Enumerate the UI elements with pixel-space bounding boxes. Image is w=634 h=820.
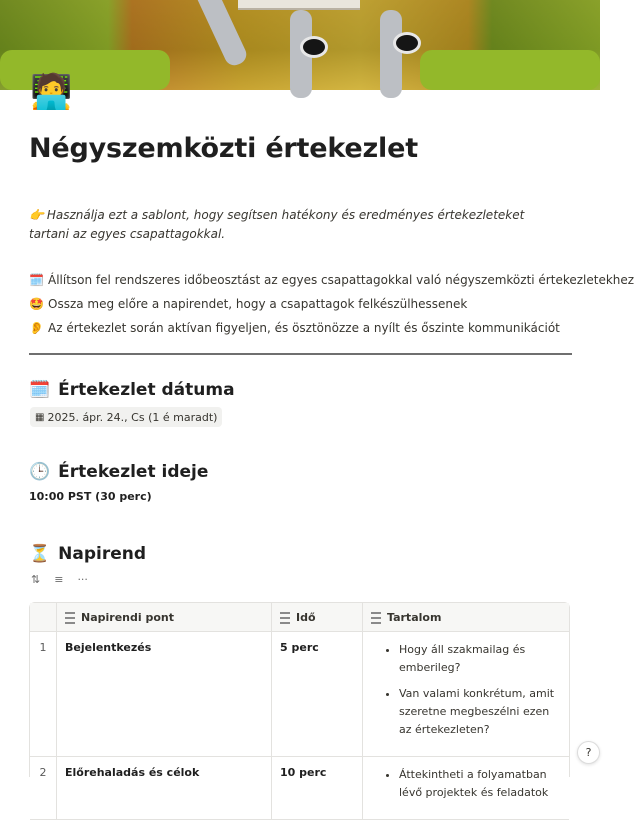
text-property-icon bbox=[280, 612, 290, 624]
tip-text: Ossza meg előre a napirendet, hogy a csapattagok felkészülhessenek bbox=[48, 297, 468, 311]
cover-image bbox=[0, 0, 600, 90]
column-header-agenda-item[interactable]: Napirendi pont bbox=[57, 603, 272, 632]
meeting-date-value: 2025. ápr. 24., Cs (1 é maradt) bbox=[47, 410, 218, 424]
text-property-icon bbox=[371, 612, 381, 624]
tip-item[interactable] bbox=[29, 320, 589, 336]
column-header-time[interactable]: Idő bbox=[272, 603, 363, 632]
time-cell[interactable]: 5 perc bbox=[272, 632, 363, 757]
content-cell[interactable] bbox=[363, 632, 570, 757]
page-icon[interactable]: 🧑‍💻 bbox=[30, 72, 73, 112]
text-property-icon bbox=[65, 612, 75, 624]
content-cell[interactable] bbox=[363, 757, 570, 820]
column-header-content[interactable]: Tartalom bbox=[363, 603, 570, 632]
hourglass-icon: ⏳ bbox=[29, 544, 51, 564]
tip-item[interactable] bbox=[29, 296, 589, 312]
callout-text: Használja ezt a sablont, hogy segítsen hatékony és eredményes értekezleteket tartani az egyes csapattagokkal. bbox=[29, 208, 525, 241]
more-options-icon[interactable]: ··· bbox=[77, 573, 88, 586]
agenda-item-cell[interactable]: Bejelentkezés bbox=[57, 632, 272, 757]
star-struck-icon: 🤩 bbox=[29, 297, 44, 311]
tip-item[interactable] bbox=[29, 272, 634, 288]
pointing-hand-icon: 👉 bbox=[29, 208, 44, 222]
agenda-table bbox=[29, 602, 570, 799]
time-cell[interactable]: 10 perc bbox=[272, 757, 363, 820]
table-row[interactable] bbox=[30, 632, 569, 757]
list-item: • Hogy áll szakmailag és emberileg? bbox=[399, 641, 561, 677]
section-heading-agenda[interactable]: ⏳ Napirend bbox=[29, 544, 147, 564]
robot-camera bbox=[393, 32, 421, 54]
tips-list bbox=[29, 272, 634, 344]
ear-icon: 👂 bbox=[29, 321, 44, 335]
sort-icon[interactable]: ⇅ bbox=[31, 573, 41, 586]
calendar-icon: 🗓️ bbox=[29, 380, 51, 400]
table-row[interactable] bbox=[30, 757, 569, 820]
meeting-date-chip[interactable] bbox=[30, 407, 222, 427]
calendar-small-icon: ▦ bbox=[35, 411, 45, 423]
intro-callout[interactable] bbox=[29, 206, 549, 244]
section-heading-date[interactable]: 🗓️ Értekezlet dátuma bbox=[29, 380, 235, 400]
clock-icon: 🕒 bbox=[29, 462, 51, 482]
table-toolbar bbox=[31, 573, 88, 586]
meeting-time-value[interactable]: 10:00 PST (30 perc) bbox=[29, 490, 152, 503]
tip-text: Állítson fel rendszeres időbeosztást az egyes csapattagokkal való négyszemközti értekezletekhez bbox=[48, 273, 634, 287]
row-number: 1 bbox=[30, 632, 57, 757]
page-title[interactable]: Négyszemközti értekezlet bbox=[29, 133, 418, 164]
robot-camera bbox=[300, 36, 328, 58]
help-button[interactable]: ? bbox=[577, 741, 600, 764]
row-number-header bbox=[30, 603, 57, 632]
filter-icon[interactable]: ≡ bbox=[54, 573, 64, 586]
agenda-item-cell[interactable]: Előrehaladás és célok bbox=[57, 757, 272, 820]
divider bbox=[29, 353, 572, 355]
whiteboard bbox=[238, 0, 360, 10]
row-number: 2 bbox=[30, 757, 57, 820]
list-item: • Van valami konkrétum, amit szeretne megbeszélni ezen az értekezleten? bbox=[399, 685, 561, 739]
calendar-icon: 🗓️ bbox=[29, 273, 44, 287]
section-heading-time[interactable]: 🕒 Értekezlet ideje bbox=[29, 462, 209, 482]
tip-text: Az értekezlet során aktívan figyeljen, és ösztönözze a nyílt és őszinte kommunikációt bbox=[48, 321, 560, 335]
list-item: • Áttekintheti a folyamatban lévő projektek és feladatok bbox=[399, 766, 561, 802]
